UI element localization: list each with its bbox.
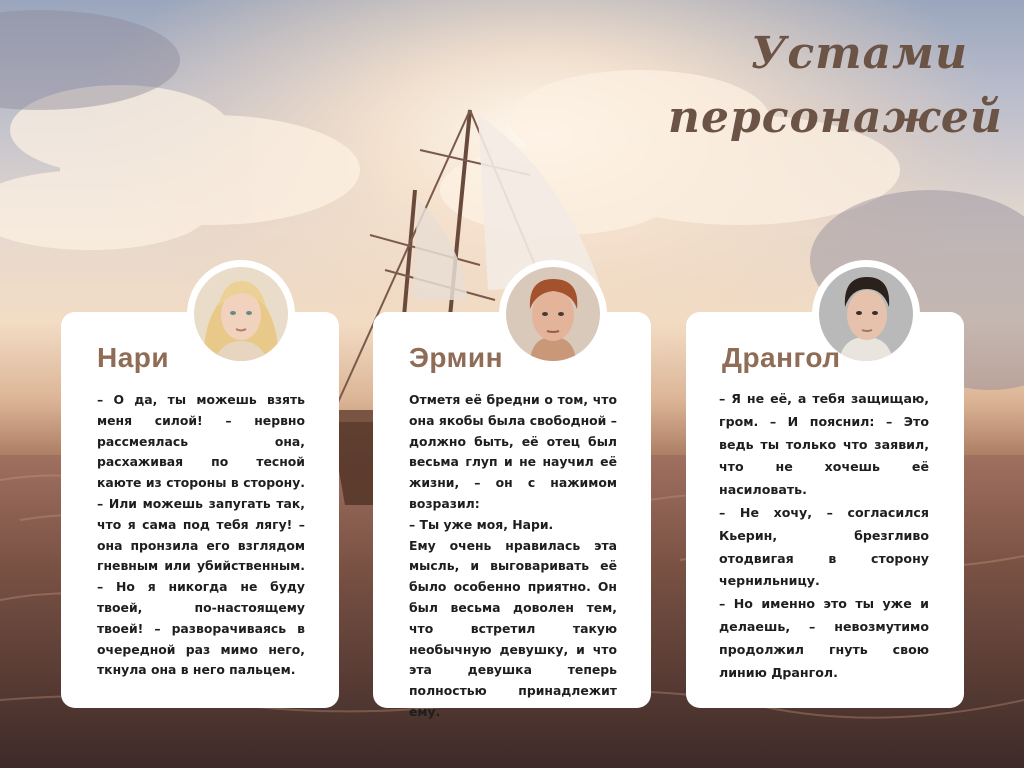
quote-paragraph: – Я не её, а тебя защищаю, гром. – И пояснил: – Это ведь ты только что заявил, что не хочешь её насиловать.: [719, 391, 929, 498]
character-quote: [719, 388, 929, 684]
character-quote: [409, 390, 617, 723]
title-line-2: персонажей: [668, 92, 1003, 143]
quote-paragraph: – Не хочу, – согласился Кьерин, брезгливо отодвигая в сторону чернильницу.: [719, 504, 929, 589]
page-title: [668, 22, 1003, 150]
quote-paragraph: – Но именно это ты уже и делаешь, – невозмутимо продолжил гнуть свою линию Дрангол.: [719, 596, 929, 680]
quote-paragraph: – Ты уже моя, Нари.: [409, 516, 554, 532]
title-line-1: Устами: [750, 28, 968, 79]
character-name: Нари: [97, 342, 170, 373]
character-card-nari: [61, 312, 339, 708]
character-name: Дрангол: [722, 342, 841, 373]
character-card-drangol: [686, 312, 964, 708]
avatar-nari: [187, 260, 295, 368]
quote-paragraph: – О да, ты можешь взять меня силой! – нервно рассмеялась она, расхаживая по тесной каюте из стороны в сторону. – Или можешь запугать так, что я сама под тебя лягу! – она пронзила его взглядом гневным или убийственным. – Но я никогда не буду твоей, по-настоящему твоей! – разворачиваясь в очередной раз мимо него, ткнула она в него пальцем.: [97, 392, 305, 678]
portrait-blonde-woman-icon: [194, 267, 288, 361]
character-card-ermin: [373, 312, 651, 719]
character-name: Эрмин: [409, 342, 503, 373]
portrait-redhead-man-icon: [506, 267, 600, 361]
quote-paragraph: Отметя её бредни о том, что она якобы была свободной – должно быть, её отец был весьма глуп и не научил её жизни, – он с нажимом возразил:: [409, 392, 617, 511]
avatar-ermin: [499, 260, 607, 368]
character-quote: [97, 390, 305, 681]
quote-paragraph: Ему очень нравилась эта мысль, и выговаривать её было особенно приятно. Он был весьма доволен тем, что встретил такую необычную девушку, и что эта девушка теперь полностью принадлежит ему.: [409, 537, 617, 719]
